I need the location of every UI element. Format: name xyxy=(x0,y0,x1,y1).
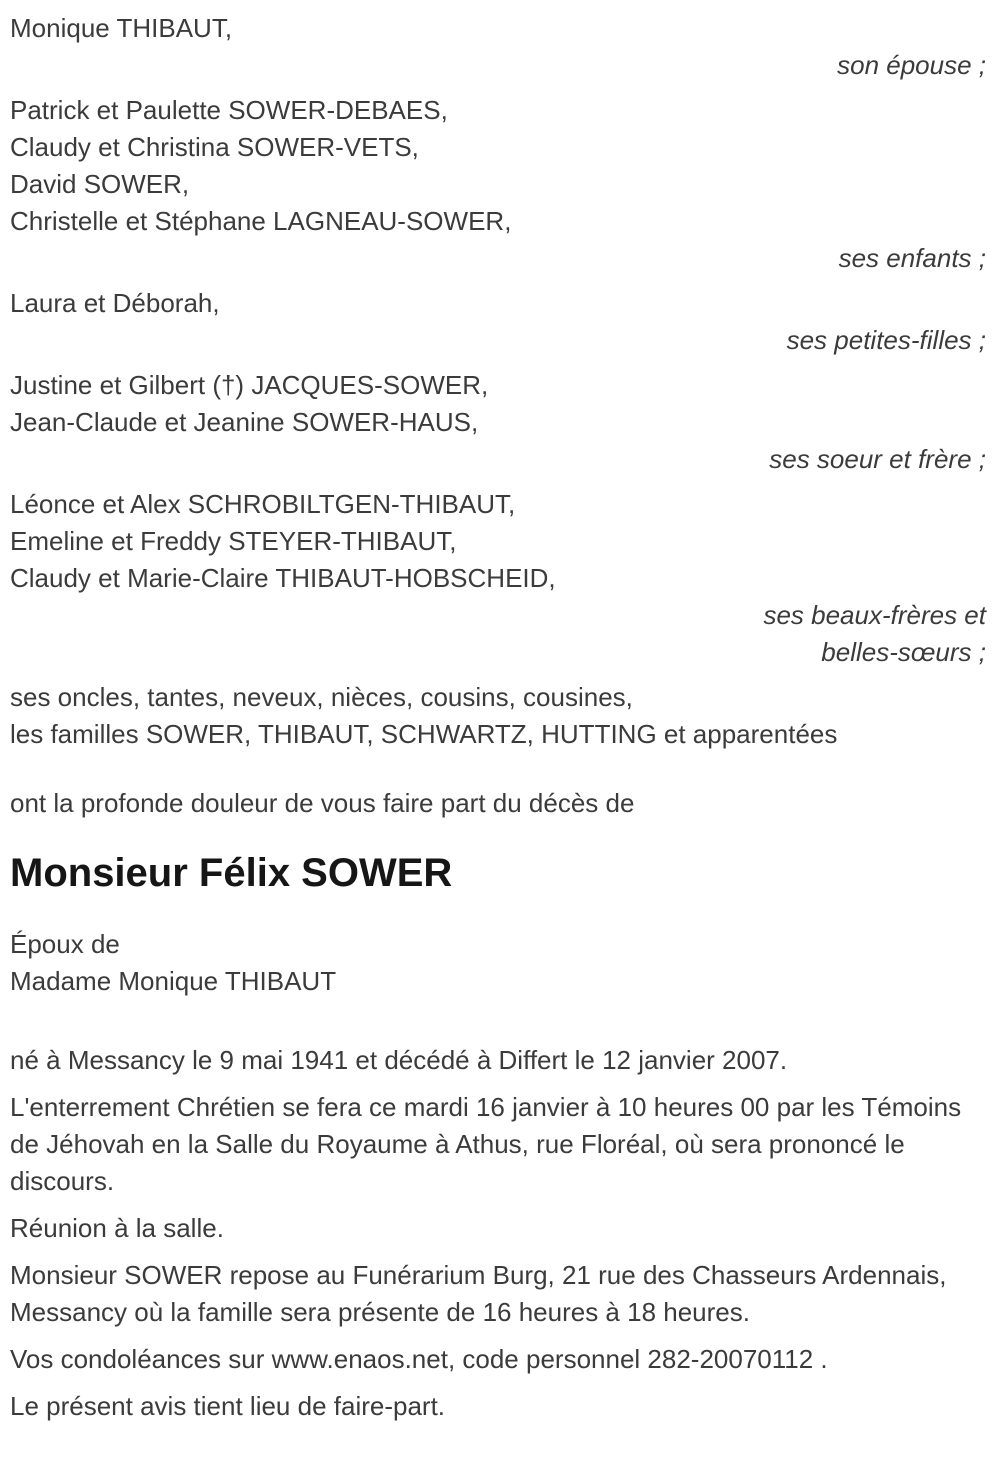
family-member-line: les familles SOWER, THIBAUT, SCHWARTZ, HUTTING et apparentées xyxy=(10,719,838,749)
family-member-line: Monique THIBAUT, xyxy=(10,13,233,43)
spouse-name-line: Madame Monique THIBAUT xyxy=(10,966,337,996)
relation-label: ses soeur et frère ; xyxy=(769,444,986,474)
family-member-line: Jean-Claude et Jeanine SOWER-HAUS, xyxy=(10,407,479,437)
relation-label: belles-sœurs ; xyxy=(821,637,986,667)
family-group-spouse xyxy=(10,10,986,84)
deceased-name: Monsieur Félix SOWER xyxy=(10,851,453,895)
relation-label: son épouse ; xyxy=(837,50,986,80)
family-member-line: Claudy et Christina SOWER-VETS, xyxy=(10,132,419,162)
closing-line: Le présent avis tient lieu de faire-part. xyxy=(10,1391,446,1421)
family-member-line: Léonce et Alex SCHROBILTGEN-THIBAUT, xyxy=(10,489,516,519)
family-group-granddaughters xyxy=(10,285,986,359)
family-member-line: Justine et Gilbert (†) JACQUES-SOWER, xyxy=(10,370,489,400)
announcement-line: ont la profonde douleur de vous faire part du décès de xyxy=(10,788,635,818)
condolences-line: Vos condoléances sur www.enaos.net, code personnel 282-20070112 . xyxy=(10,1344,828,1374)
repose-details: Monsieur SOWER repose au Funérarium Burg, 21 rue des Chasseurs Ardennais, Messancy où la famille sera présente de 16 heures à 18 heures. xyxy=(10,1260,947,1327)
family-member-line: Patrick et Paulette SOWER-DEBAES, xyxy=(10,95,448,125)
family-group-extended xyxy=(10,679,986,753)
family-member-line: Emeline et Freddy STEYER-THIBAUT, xyxy=(10,526,457,556)
relation-label: ses petites-filles ; xyxy=(786,325,986,355)
family-member-line: Christelle et Stéphane LAGNEAU-SOWER, xyxy=(10,206,512,236)
birth-death-line: né à Messancy le 9 mai 1941 et décédé à Differt le 12 janvier 2007. xyxy=(10,1045,788,1075)
family-member-line: Claudy et Marie-Claire THIBAUT-HOBSCHEID, xyxy=(10,563,556,593)
family-group-siblings xyxy=(10,367,986,478)
relation-label: ses beaux-frères et xyxy=(763,600,986,630)
family-member-line: Laura et Déborah, xyxy=(10,288,220,318)
spouse-block xyxy=(10,926,986,1000)
reunion-line: Réunion à la salle. xyxy=(10,1213,224,1243)
funeral-details: L'enterrement Chrétien se fera ce mardi 16 janvier à 10 heures 00 par les Témoins de Jéhovah en la Salle du Royaume à Athus, rue Floréal, où sera prononcé le discours. xyxy=(10,1092,962,1196)
spouse-of-line: Époux de xyxy=(10,929,120,959)
family-member-line: David SOWER, xyxy=(10,169,190,199)
family-group-children xyxy=(10,92,986,277)
family-group-inlaws xyxy=(10,486,986,671)
relation-label: ses enfants ; xyxy=(838,243,986,273)
family-member-line: ses oncles, tantes, neveux, nièces, cousins, cousines, xyxy=(10,682,633,712)
